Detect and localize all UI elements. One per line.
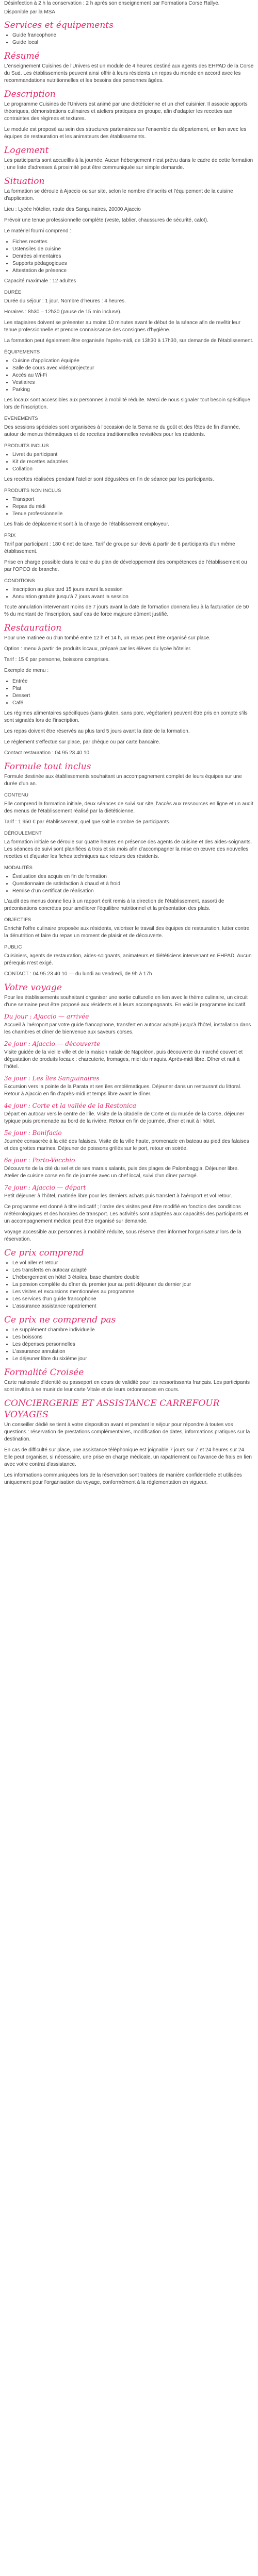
duree-paragraph: Horaires : 8h30 – 12h30 (pause de 15 min incluse). <box>4 309 122 315</box>
list-item: • Inscription au plus tard 15 jours avant la session <box>12 586 254 594</box>
situation-paragraph: La formation se déroule à Ajaccio ou sur site, selon le nombre d'inscrits et l'équipement de la cuisine d'application. <box>4 189 233 201</box>
equipements-list <box>12 358 254 394</box>
list-item: • Café <box>12 700 254 707</box>
formule-public-label: PUBLIC <box>4 944 22 950</box>
voyage-day-title: 4e jour : Corte et la vallée de la Restonica <box>4 1102 136 1109</box>
voyage-day-text: Petit déjeuner à l'hôtel, matinée libre pour les derniers achats puis transfert à l'aéroport et vol retour. <box>4 1193 232 1199</box>
conciergerie-paragraph: En cas de difficulté sur place, une assistance téléphonique est joignable 7 jours sur 7 et 24 heures sur 24. Elle peut organiser, si nécessaire, une prise en charge médicale, un rapatriement ou l'avance de frais en lien avec votre contrat d'assistance. <box>4 1447 252 1467</box>
situation-title: Situation <box>4 176 45 187</box>
voyage-closing: Voyage accessible aux personnes à mobilité réduite, sous réserve d'en informer l'organisateur lors de la réservation. <box>4 1229 241 1242</box>
description-paragraph: Le programme Cuisines de l'Univers est animé par une diététicienne et un chef cuisinier. Il associe apports théoriques, démonstrations culinaires et ateliers pratiques en groupe, afin d'adapter les recettes aux contraintes des régimes et textures. <box>4 101 248 122</box>
situation-list <box>12 239 254 275</box>
situation-paragraph: Lieu : Lycée hôtelier, route des Sanguinaires, 20000 Ajaccio <box>4 207 141 212</box>
voyage-intro: Pour les établissements souhaitant organiser une sortie culturelle en lien avec le thème culinaire, un circuit d'une semaine peut être proposé aux résidents et à leurs accompagnants. En voici le programme indicatif. <box>4 995 248 1008</box>
voyage-day-text: Excursion vers la pointe de la Parata et ses îles emblématiques. Déjeuner dans un restaurant du littoral. Retour à Ajaccio en fin d'après-midi et temps libre avant le dîner. <box>4 1084 241 1097</box>
formalite-text: Carte nationale d'identité ou passeport en cours de validité pour les ressortissants français. Les participants sont invités à se munir de leur carte Vitale et de leurs ordonnances en cours. <box>4 1380 250 1393</box>
list-item: • Le déjeuner libre du sixième jour <box>12 1355 254 1363</box>
voyage-day-text: Découverte de la cité du sel et de ses marais salants, puis des plages de Palombaggia. Déjeuner libre. Atelier de cuisine corse en fin de journée avec un chef local, suivi d'un dîner partagé. <box>4 1166 239 1179</box>
conciergerie-title: CONCIERGERIE ET ASSISTANCE CARREFOUR VOYAGES <box>4 1398 220 1420</box>
list-item: • Les visites et excursions mentionnées au programme <box>12 1289 254 1296</box>
prix-ne-comprend-title: Ce prix ne comprend pas <box>4 1315 116 1325</box>
list-item: • Évaluation des acquis en fin de formation <box>12 873 254 880</box>
restauration-title: Restauration <box>4 623 62 633</box>
produits-inclus-label: PRODUITS INCLUS <box>4 443 49 449</box>
resume-title: Résumé <box>4 51 40 61</box>
formule-contenu-label: CONTENU <box>4 792 28 798</box>
list-item: • L'assurance annulation <box>12 1348 254 1355</box>
list-item: • L'assurance assistance rapatriement <box>12 1303 254 1310</box>
list-item: • Les boissons <box>12 1334 254 1341</box>
restauration-closing: Le règlement s'effectue sur place, par chèque ou par carte bancaire. <box>4 739 160 745</box>
formule-contenu-text: Elle comprend la formation initiale, deux séances de suivi sur site, l'accès aux ressources en ligne et un audit des menus de l'établissement réalisé par la diététicienne. <box>4 801 253 814</box>
services-title: Services et équipements <box>4 20 114 30</box>
list-item: • La pension complète du dîner du premier jour au petit déjeuner du dernier jour <box>12 1281 254 1289</box>
list-item: • Les dépenses personnelles <box>12 1341 254 1348</box>
voyage-day-title: 3e jour : Les îles Sanguinaires <box>4 1075 100 1082</box>
restauration-contact: Contact restauration : 04 95 23 40 10 <box>4 750 90 756</box>
conditions-text: Toute annulation intervenant moins de 7 jours avant la date de formation donnera lieu à la facturation de 50 % du montant de l'inscription, sauf cas de force majeure dûment justifié. <box>4 604 249 617</box>
list-item: • Repas du midi <box>12 503 254 511</box>
evenements-label: ÉVÉNEMENTS <box>4 416 38 421</box>
voyage-day-title: 7e jour : Ajaccio — départ <box>4 1184 86 1191</box>
formule-tarif: Tarif : 1 950 € par établissement, quel que soit le nombre de participants. <box>4 819 171 825</box>
conditions-label: CONDITIONS <box>4 578 35 584</box>
conciergerie-paragraph: Les informations communiquées lors de la réservation sont traitées de manière confidentielle et utilisées uniquement pour l'organisation du voyage, conformément à la réglementation en vigueur. <box>4 1472 242 1485</box>
formule-modalites-text: L'audit des menus donne lieu à un rapport écrit remis à la direction de l'établissement, assorti de préconisations concrètes pour améliorer l'équilibre nutritionnel et la présentation des plats. <box>4 899 224 911</box>
list-item: • Vestiaires <box>12 379 254 386</box>
formule-objectifs-label: OBJECTIFS <box>4 917 31 923</box>
formule-intro: Formule destinée aux établissements souhaitant un accompagnement complet de leurs équipes sur une durée d'un an. <box>4 774 242 787</box>
voyage-day-title: Du jour : Ajaccio — arrivée <box>4 1013 89 1020</box>
description-title: Description <box>4 89 56 99</box>
list-item: • Salle de cours avec vidéoprojecteur <box>12 365 254 372</box>
list-item: • Livret du participant <box>12 451 254 459</box>
restauration-menu-list <box>12 678 254 707</box>
list-item: • Cuisine d'application équipée <box>12 358 254 365</box>
list-item: • Accès au Wi-Fi <box>12 372 254 379</box>
voyage-day-title: 6e jour : Porto-Vecchio <box>4 1157 75 1164</box>
prix-ne-comprend-list <box>12 1327 254 1363</box>
formule-modalites-label: MODALITÉS <box>4 865 33 871</box>
conciergerie-paragraph: Un conseiller dédié se tient à votre disposition avant et pendant le séjour pour répondre à toutes vos questions : réservation de prestations complémentaires, modification de dates, informations pratiques sur la destination. <box>4 1422 250 1442</box>
header-note: Désinfection à 2 h la conservation : 2 h après son enseignement par Formations Corse Rallye. <box>4 1 220 6</box>
formule-contact: CONTACT : 04 95 23 40 10 — du lundi au vendredi, de 9h à 17h <box>4 971 152 977</box>
list-item: • Le supplément chambre individuelle <box>12 1327 254 1334</box>
header-note: Disponible par la MSA <box>4 9 55 15</box>
list-item: • Fiches recettes <box>12 239 254 246</box>
voyage-title: Votre voyage <box>4 982 62 993</box>
restauration-text: Les régimes alimentaires spécifiques (sans gluten, sans porc, végétarien) peuvent être pris en compte s'ils sont signalés lors de l'inscription. <box>4 710 248 723</box>
list-item: • Remise d'un certificat de réalisation <box>12 888 254 895</box>
duree-label: DURÉE <box>4 290 22 295</box>
produits-non-inclus-text: Les frais de déplacement sont à la charge de l'établissement employeur. <box>4 521 169 527</box>
description-paragraph: Le module est proposé au sein des structures partenaires sur l'ensemble du département, en lien avec les équipes de restauration et les animateurs des établissements. <box>4 127 247 140</box>
list-item: • Guide francophone <box>12 32 254 39</box>
formule-objectifs-text: Enrichir l'offre culinaire proposée aux résidents, valoriser le travail des équipes de restauration, lutter contre la dénutrition et faire du repas un moment de plaisir et de découverte. <box>4 926 250 939</box>
logement-title: Logement <box>4 145 49 156</box>
prix-paragraph: Tarif par participant : 180 € net de taxe. Tarif de groupe sur devis à partir de 6 participants d'un même établissement. <box>4 541 235 554</box>
list-item: • Attestation de présence <box>12 267 254 275</box>
prix-paragraph: Prise en charge possible dans le cadre du plan de développement des compétences de l'établissement ou par l'OPCO de branche. <box>4 560 247 572</box>
list-item: • Parking <box>12 386 254 394</box>
services-list <box>12 32 254 46</box>
evenements-text: Des sessions spéciales sont organisées à l'occasion de la Semaine du goût et des fêtes de fin d'année, autour de menus thématiques et de recettes traditionnelles revisitées pour les résidents. <box>4 425 240 437</box>
formule-detail-label: DÉROULEMENT <box>4 831 42 836</box>
list-item: • Questionnaire de satisfaction à chaud et à froid <box>12 880 254 888</box>
prix-comprend-title: Ce prix comprend <box>4 1248 84 1258</box>
situation-list-intro: Le matériel fourni comprend : <box>4 228 72 234</box>
voyage-note: Ce programme est donné à titre indicatif ; l'ordre des visites peut être modifié en fonction des conditions météorologiques et des horaires de transport. Les activités sont adaptées aux capacités des participants et un accompagnement médical peut être organisé sur demande. <box>4 1204 249 1224</box>
formule-detail-text: La formation initiale se déroule sur quatre heures en présence des agents de cuisine et des aides-soignants. Les séances de suivi sont planifiées à trois et six mois afin d'accompagner la mise en œuvre des nouvelles recettes et d'ajuster les fiches techniques aux retours des résidents. <box>4 839 252 859</box>
list-item: • Les transferts en autocar adapté <box>12 1267 254 1274</box>
list-item: • Collation <box>12 466 254 473</box>
restauration-paragraph: Pour une matinée ou d'un tombé entre 12 h et 14 h, un repas peut être organisé sur place. <box>4 635 211 641</box>
duree-paragraph: Les stagiaires doivent se présenter au moins 10 minutes avant le début de la séance afin de revêtir leur tenue professionnelle et prendre connaissance des consignes d'hygiène. <box>4 320 241 333</box>
duree-paragraph: La formation peut également être organisée l'après-midi, de 13h30 à 17h30, sur demande de l'établissement. <box>4 338 254 344</box>
produits-non-inclus-list <box>12 496 254 518</box>
prix-label: PRIX <box>4 533 16 538</box>
list-item: • Dessert <box>12 692 254 700</box>
voyage-day-text: Journée consacrée à la cité des falaises. Visite de la ville haute, promenade en bateau au pied des falaises et des grottes marines. Déjeuner de poissons grillés sur le port, retour en soirée. <box>4 1139 249 1151</box>
voyage-day-title: 2e jour : Ajaccio — découverte <box>4 1040 101 1047</box>
situation-capacity: Capacité maximale : 12 adultes <box>4 278 76 284</box>
produits-non-inclus-label: PRODUITS NON INCLUS <box>4 488 61 494</box>
list-item: • Tenue professionnelle <box>12 511 254 518</box>
restauration-paragraph: Option : menu à partir de produits locaux, préparé par les élèves du lycée hôtelier. <box>4 646 191 652</box>
list-item: • Supports pédagogiques <box>12 260 254 267</box>
list-item: • Le vol aller et retour <box>12 1260 254 1267</box>
list-item: • Entrée <box>12 678 254 685</box>
restauration-menu-intro: Exemple de menu : <box>4 668 49 673</box>
list-item: • Guide local <box>12 39 254 46</box>
formule-modalites-list <box>12 873 254 895</box>
list-item: • Annulation gratuite jusqu'à 7 jours avant la session <box>12 594 254 601</box>
logement-text: Les participants sont accueillis à la journée. Aucun hébergement n'est prévu dans le cadre de cette formation ; une liste d'adresses à proximité peut être communiquée sur simple demande. <box>4 158 253 171</box>
list-item: • L'hébergement en hôtel 3 étoiles, base chambre double <box>12 1274 254 1281</box>
produits-inclus-text: Les recettes réalisées pendant l'atelier sont dégustées en fin de séance par les participants. <box>4 477 214 482</box>
formalite-title: Formalité Croisée <box>4 1367 84 1378</box>
conditions-list <box>12 586 254 601</box>
voyage-day-text: Départ en autocar vers le centre de l'île. Visite de la citadelle de Corte et du musée de la Corse, déjeuner typique puis promenade au bord de la rivière. Retour en fin de journée, dîner et nuit à l'hôtel. <box>4 1111 245 1124</box>
voyage-day-text: Accueil à l'aéroport par votre guide francophone, transfert en autocar adapté jusqu'à l'hôtel, installation dans les chambres et dîner de bienvenue aux saveurs corses. <box>4 1022 251 1035</box>
prix-comprend-list <box>12 1260 254 1310</box>
voyage-day-text: Visite guidée de la vieille ville et de la maison natale de Napoléon, puis découverte du marché couvert et dégustation de produits locaux : charcuterie, fromages, miel du maquis. Après-midi libre. Dîner et nuit à l'hôtel. <box>4 1049 243 1070</box>
formule-public-text: Cuisiniers, agents de restauration, aides-soignants, animateurs et diététiciens intervenant en EHPAD. Aucun prérequis n'est exigé. <box>4 953 252 966</box>
equipements-label: ÉQUIPEMENTS <box>4 349 40 355</box>
list-item: • Kit de recettes adaptées <box>12 459 254 466</box>
restauration-closing: Les repas doivent être réservés au plus tard 5 jours avant la date de la formation. <box>4 728 190 734</box>
list-item: • Denrées alimentaires <box>12 253 254 260</box>
restauration-tarif: Tarif : 15 € par personne, boissons comprises. <box>4 657 110 663</box>
situation-paragraph: Prévoir une tenue professionnelle complète (veste, tablier, chaussures de sécurité, calot). <box>4 217 208 223</box>
list-item: • Plat <box>12 685 254 692</box>
list-item: • Les services d'un guide francophone <box>12 1296 254 1303</box>
duree-paragraph: Durée du séjour : 1 jour. Nombre d'heures : 4 heures. <box>4 298 126 304</box>
formule-title: Formule tout inclus <box>4 761 91 772</box>
voyage-day-title: 5e jour : Bonifacio <box>4 1129 62 1137</box>
list-item: • Ustensiles de cuisine <box>12 246 254 253</box>
produits-inclus-list <box>12 451 254 473</box>
resume-text: L'enseignement Cuisines de l'Univers est un module de 4 heures destiné aux agents des EHPAD de la Corse du Sud. Les établissements peuvent ainsi offrir à leurs résidents un repas du monde en accord avec les recommandations nutritionnelles et les besoins des personnes âgées. <box>4 63 254 83</box>
list-item: • Transport <box>12 496 254 503</box>
equipements-text: Les locaux sont accessibles aux personnes à mobilité réduite. Merci de nous signaler tout besoin spécifique lors de l'inscription. <box>4 397 250 410</box>
